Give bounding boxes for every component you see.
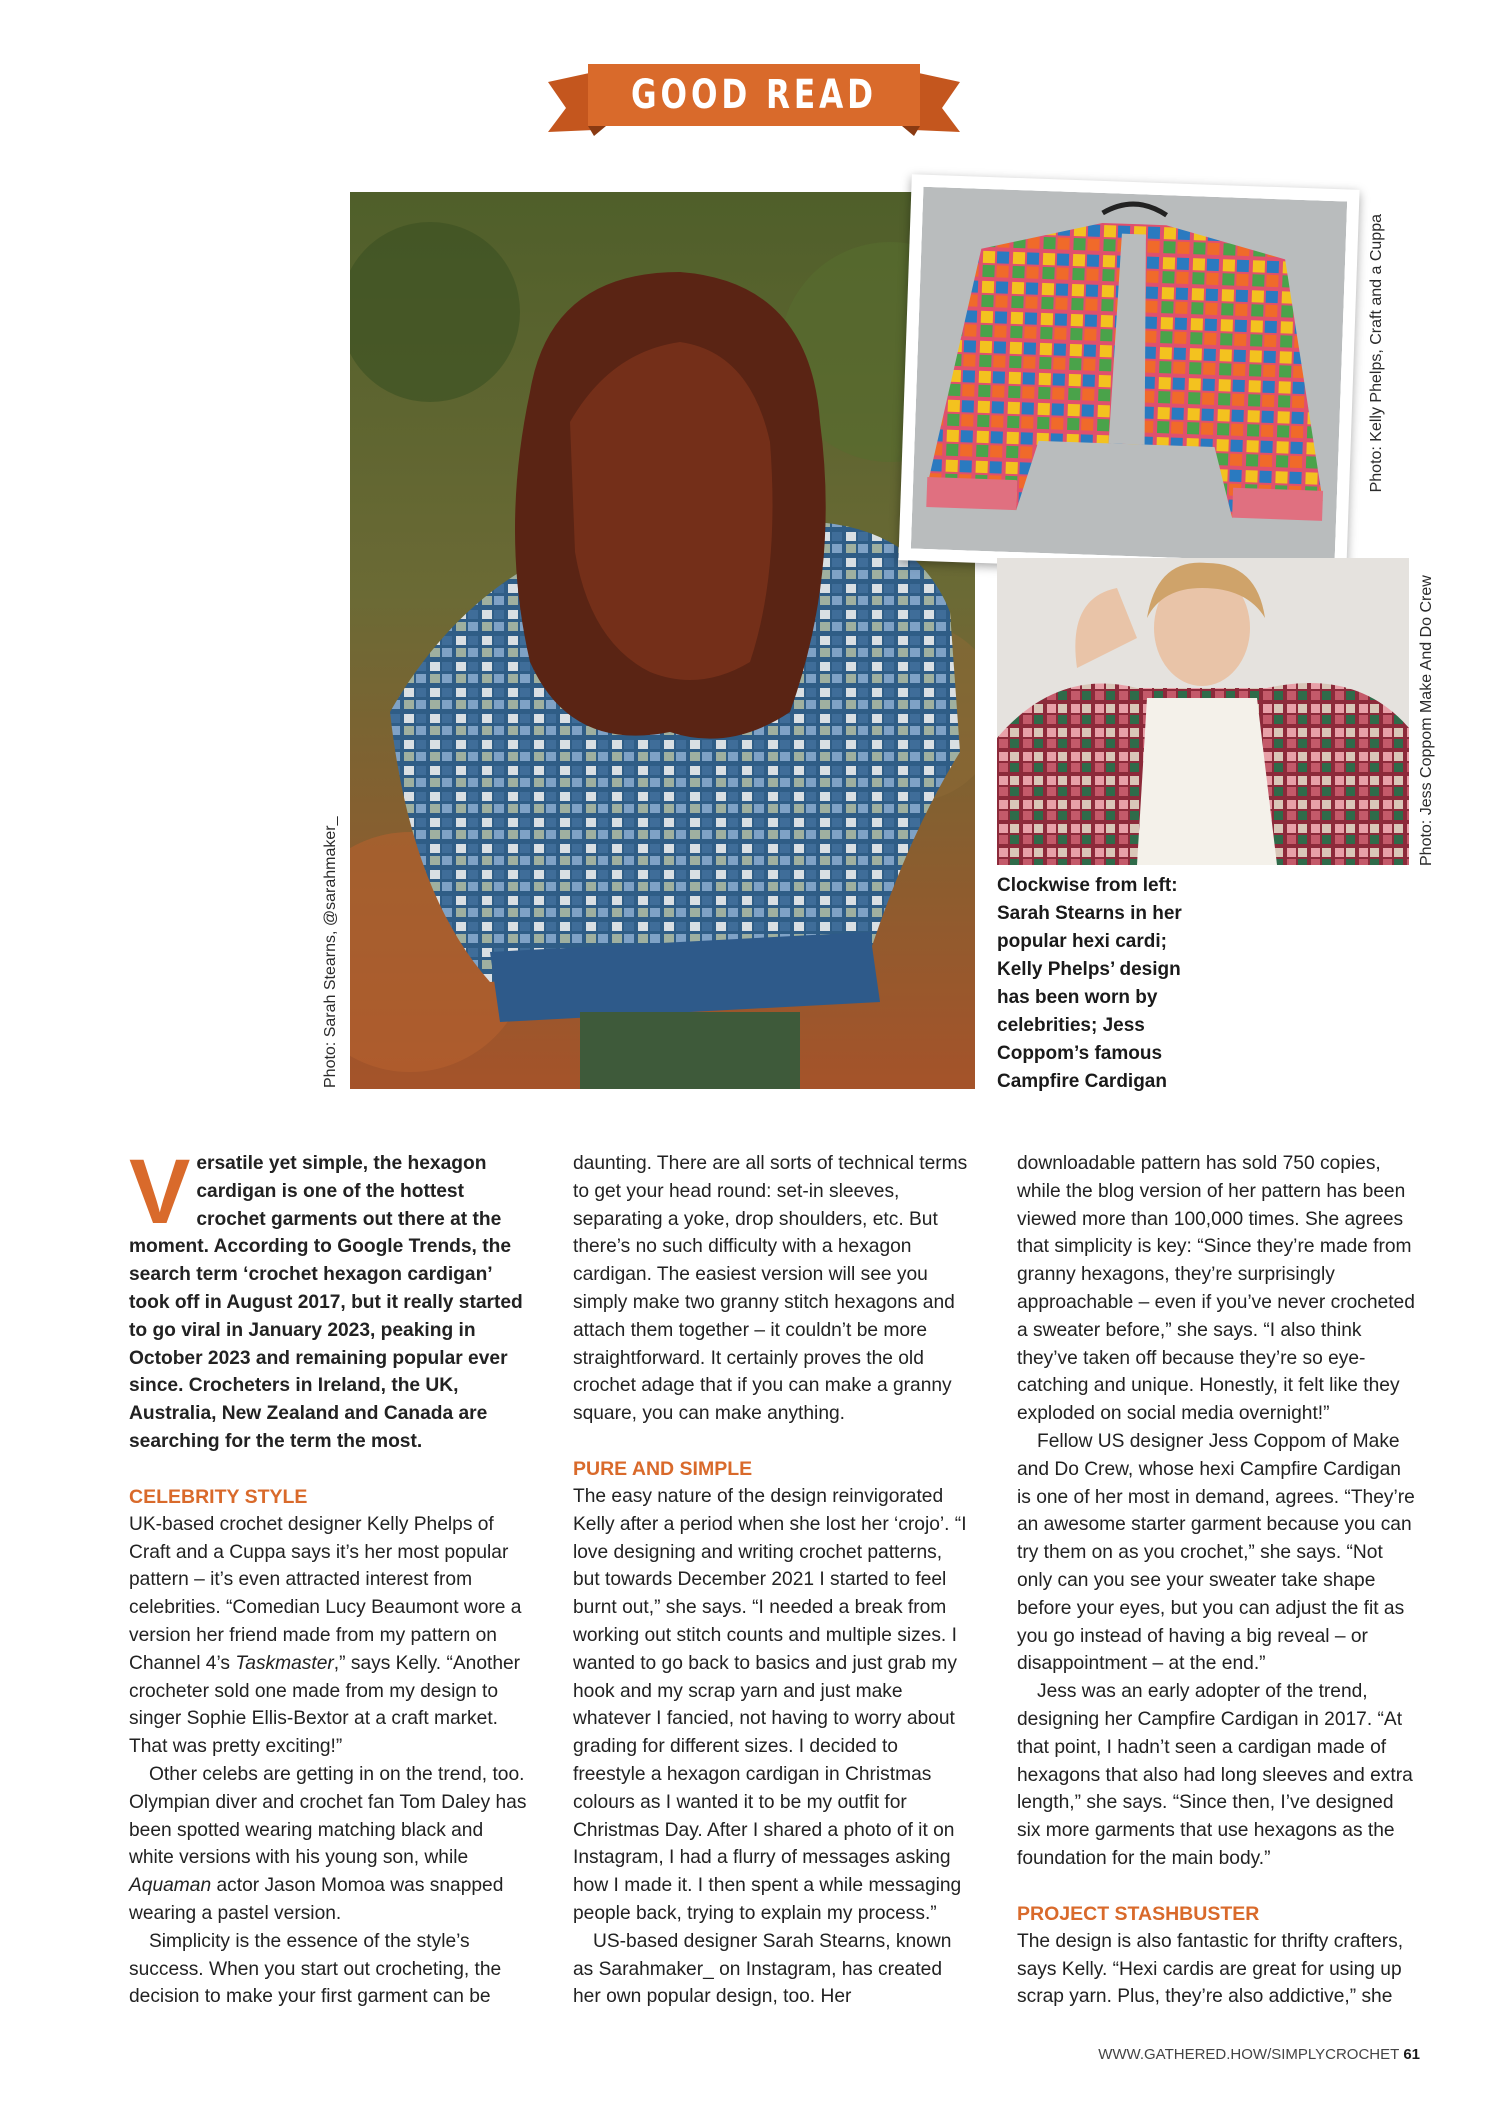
paragraph: UK-based crochet designer Kelly Phelps of Craft and a Cuppa says it’s her most popular pattern – it’s even attracted interest from celebrities. “Comedian Lucy Beaumont wore a version her friend made from my pattern on Channel 4’s Taskmaster,” says Kelly. “Another crocheter sold one made from my design to singer Sophie Ellis-Bextor at a craft market. That was pretty exciting!” [129,1513,522,1758]
ribbon-title: GOOD READ [631,72,877,118]
subhead-pure-and-simple: PURE AND SIMPLE [573,1457,753,1480]
article-column-1 [129,1141,529,2011]
footer-url: WWW.GATHERED.HOW/SIMPLYCROCHET [1098,2046,1400,2063]
article-column-3 [1017,1150,1417,2011]
drop-cap: V [129,1141,191,1243]
jess-photo-credit: Photo: Jess Coppom Make And Do Crew [1418,575,1435,866]
subhead-project-stashbuster: PROJECT STASHBUSTER [1017,1902,1260,1925]
lead-paragraph: Versatile yet simple, the hexagon cardigan is one of the hottest crochet garments out there at the moment. According to Google Trends, the search term ‘crochet hexagon cardigan’ took off in August 2017, but it really started to go viral in January 2023, peaking in October 2023 and remaining popular ever since. Crocheters in Ireland, the UK, Australia, New Zealand and Canada are searching for the term the most. [129,1141,523,1452]
cardigan-photo-credit: Photo: Kelly Phelps, Craft and a Cuppa [1368,214,1385,493]
paragraph: Fellow US designer Jess Coppom of Make and Do Crew, whose hexi Campfire Cardigan is one of her most in demand, agrees. “They’re an awesome starter garment because you can try them on as you crochet,” she says. “Not only can you see your sweater take shape before your eyes, but you can adjust the fit as you go instead of having a big reveal – or disappointment – at the end.” [1017,1430,1415,1675]
cardigan-photo [898,174,1359,575]
paragraph: downloadable pattern has sold 750 copies, while the blog version of her pattern has been viewed more than 100,000 times. She agrees that simplicity is key: “Since they’re made from granny hexagons, they’re surprisingly approachable – even if you’ve never crocheted a sweater before,” she says. “I also think they’ve taken off because they’re so eye-catching and unique. Honestly, it felt like they exploded on social media overnight!” [1017,1153,1415,1425]
photo-caption: Clockwise from left: Sarah Stearns in her popular hexi cardi; Kelly Phelps’ design has been worn by celebrities; Jess Coppom’s famous Campfire Cardigan [997,875,1182,1092]
paragraph: The design is also fantastic for thrifty crafters, says Kelly. “Hexi cardis are great for using up scrap yarn. Plus, they’re also addictive,” she [1017,1930,1404,2008]
subhead-celebrity-style: CELEBRITY STYLE [129,1485,308,1508]
jess-photo [997,558,1409,865]
main-photo-credit: Photo: Sarah Stearns, @sarahmaker_ [322,816,339,1088]
paragraph: US-based designer Sarah Stearns, known as Sarahmaker_ on Instagram, has created her own popular design, too. Her [573,1930,952,2008]
page-number: 61 [1403,2046,1420,2063]
paragraph: The easy nature of the design reinvigorated Kelly after a period when she lost her ‘crojo’. “I love designing and writing crochet patterns, but towards December 2021 I started to feel burnt out,” she says. “I needed a break from working out stitch counts and multiple sizes. I wanted to go back to basics and just grab my hook and my scrap yarn and just make whatever I fancied, not having to worry about grading for different sizes. I decided to freestyle a hexagon cardigan in Christmas colours as I wanted it to be my outfit for Christmas Day. After I shared a photo of it on Instagram, I had a flurry of messages asking how I made it. I then spent a while messaging people back, trying to explain my process.” [573,1485,967,1924]
main-photo [350,192,975,1089]
article-column-2 [573,1150,973,2011]
page-footer [1098,2046,1420,2063]
paragraph: daunting. There are all sorts of technical terms to get your head round: set-in sleeves, separating a yoke, drop shoulders, etc. But there’s no such difficulty with a hexagon cardigan. The easiest version will see you simply make two granny stitch hexagons and attach them together – it couldn’t be more straightforward. It certainly proves the old crochet adage that if you can make a granny square, you can make anything. [573,1153,968,1425]
paragraph: Simplicity is the essence of the style’s success. When you start out crocheting, the decision to make your first garment can be [129,1930,502,2008]
section-ribbon [548,54,960,138]
paragraph: Other celebs are getting in on the trend, too. Olympian diver and crochet fan Tom Daley has been spotted wearing matching black and white versions with his young son, while Aquaman actor Jason Momoa was snapped wearing a pastel version. [129,1763,527,1924]
paragraph: Jess was an early adopter of the trend, designing her Campfire Cardigan in 2017. “At that point, I hadn’t seen a cardigan made of hexagons that also had long sleeves and extra length,” she says. “Since then, I’ve designed six more garments that use hexagons as the foundation for the main body.” [1017,1681,1413,1869]
